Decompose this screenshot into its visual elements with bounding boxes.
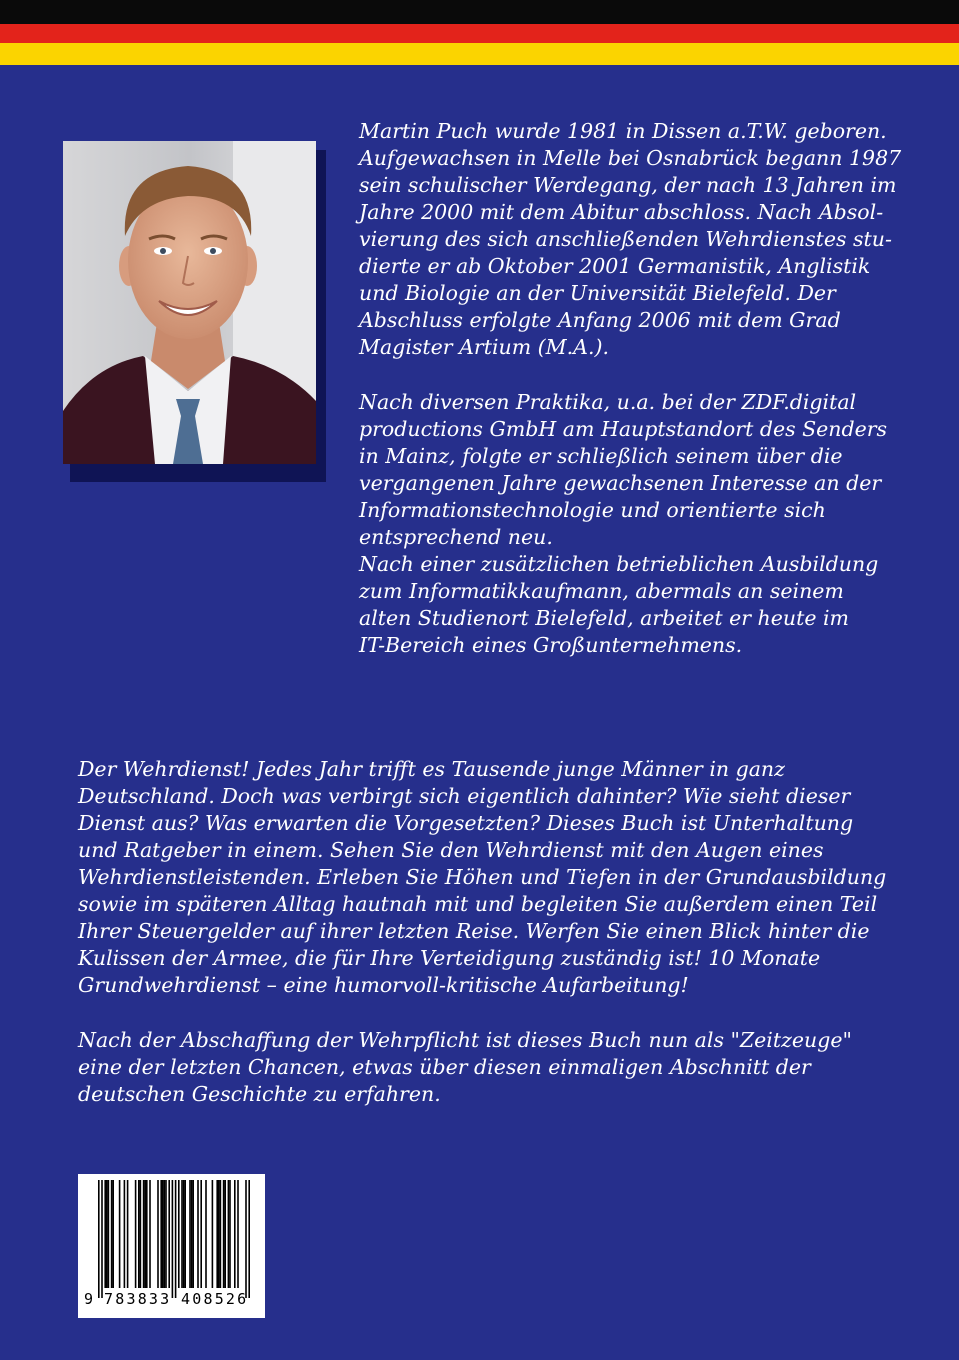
author-portrait-icon: [63, 141, 316, 464]
barcode-bar: [228, 1180, 230, 1288]
barcode-bar: [135, 1180, 137, 1288]
barcode-bar: [248, 1180, 250, 1298]
author-photo: [63, 141, 316, 464]
barcode-bar: [124, 1180, 126, 1288]
isbn-barcode: [78, 1174, 265, 1318]
blurb-line: Wehrdienstleistenden. Erleben Sie Höhen und Tiefen in der Grundausbildung: [78, 865, 887, 889]
bio-line: Informationstechnologie und orientierte sich: [359, 498, 826, 522]
barcode-bar: [192, 1180, 194, 1288]
bio-line: in Mainz, folgte er schließlich seinem über die: [359, 444, 843, 468]
book-blurb-paragraph-2: [78, 1027, 852, 1108]
barcode-bar: [220, 1180, 222, 1288]
blurb-line: Nach der Abschaffung der Wehrpflicht ist dieses Buch nun als "Zeitzeuge": [78, 1028, 852, 1052]
barcode-digits-right: 408526: [181, 1290, 249, 1308]
barcode-bar: [140, 1180, 142, 1288]
barcode-bar: [184, 1180, 186, 1288]
flag-stripe-black: [0, 0, 959, 24]
book-blurb-paragraph-1: [78, 756, 886, 999]
barcode-bar: [205, 1180, 207, 1288]
barcode-bar: [223, 1180, 225, 1288]
blurb-line: sowie im späteren Alltag hautnah mit und begleiten Sie außerdem einen Teil: [78, 892, 878, 916]
blurb-line: Dienst aus? Was erwarten die Vorgesetzten? Dieses Buch ist Unterhaltung: [78, 811, 854, 835]
bio-line: und Biologie an der Universität Bielefeld. Der: [359, 281, 836, 305]
barcode-bar: [157, 1180, 159, 1288]
barcode-bar: [237, 1180, 239, 1288]
author-bio-paragraph-2: [359, 389, 887, 659]
bio-line: IT-Bereich eines Großunternehmens.: [359, 633, 743, 657]
barcode-bar: [218, 1180, 220, 1288]
barcode-bar: [168, 1180, 170, 1288]
barcode-digits-left: 783833: [104, 1290, 172, 1308]
barcode-bar: [160, 1180, 162, 1288]
barcode-bar: [234, 1180, 236, 1288]
barcode-bar: [101, 1180, 103, 1298]
barcode-bar: [111, 1180, 113, 1288]
bio-line: vierung des sich anschließenden Wehrdienstes stu-: [359, 227, 892, 251]
barcode-bar: [178, 1180, 180, 1288]
bio-line: Nach einer zusätzlichen betrieblichen Ausbildung: [359, 552, 879, 576]
bio-line: entsprechend neu.: [359, 525, 553, 549]
barcode-bar: [108, 1180, 110, 1288]
blurb-line: Grundwehrdienst – eine humorvoll-kritische Aufarbeitung!: [78, 973, 689, 997]
barcode-bar: [162, 1180, 164, 1288]
barcode-bar: [229, 1180, 231, 1288]
blurb-line: Deutschland. Doch was verbirgt sich eigentlich dahinter? Wie sieht dieser: [78, 784, 851, 808]
blurb-line: deutschen Geschichte zu erfahren.: [78, 1082, 441, 1106]
barcode-bar: [143, 1180, 145, 1288]
barcode-bar: [149, 1180, 151, 1288]
barcode-bar: [224, 1180, 226, 1288]
barcode-bar: [172, 1180, 174, 1298]
bio-line: Jahre 2000 mit dem Abitur abschloss. Nach Absol-: [359, 200, 884, 224]
barcode-bar: [191, 1180, 193, 1288]
barcode-bar: [189, 1180, 191, 1288]
barcode-bar: [119, 1180, 121, 1288]
barcode-bar: [165, 1180, 167, 1288]
barcode-bar: [144, 1180, 146, 1288]
barcode-bar: [112, 1180, 114, 1288]
barcode-bar: [106, 1180, 108, 1288]
bio-line: dierte er ab Oktober 2001 Germanistik, Anglistik: [359, 254, 871, 278]
barcode-bar: [183, 1180, 185, 1288]
bio-line: vergangenen Jahre gewachsenen Interesse an der: [359, 471, 882, 495]
blurb-line: Kulissen der Armee, die für Ihre Verteidigung zuständig ist! 10 Monate: [78, 946, 821, 970]
barcode-bar: [216, 1180, 218, 1288]
barcode-bar: [245, 1180, 247, 1298]
barcode-bar: [175, 1180, 177, 1298]
blurb-line: eine der letzten Chancen, etwas über diesen einmaligen Abschnitt der: [78, 1055, 811, 1079]
barcode-bar: [146, 1180, 148, 1288]
barcode-digit-first: 9: [84, 1290, 94, 1308]
barcode-bar: [181, 1180, 183, 1288]
author-bio-paragraph-1: [359, 118, 901, 361]
barcode-bar: [138, 1180, 140, 1288]
bio-line: alten Studienort Bielefeld, arbeitet er heute im: [359, 606, 849, 630]
blurb-line: Der Wehrdienst! Jedes Jahr trifft es Tausende junge Männer in ganz: [78, 757, 785, 781]
bio-line: zum Informatikkaufmann, abermals an seinem: [359, 579, 844, 603]
barcode-bar: [212, 1180, 214, 1288]
bio-line: Aufgewachsen in Melle bei Osnabrück begann 1987: [359, 146, 902, 170]
flag-stripe-red: [0, 24, 959, 43]
bio-line: Martin Puch wurde 1981 in Dissen a.T.W. geboren.: [359, 119, 887, 143]
bio-line: productions GmbH am Hauptstandort des Senders: [359, 417, 888, 441]
bio-line: sein schulischer Werdegang, der nach 13 Jahren im: [359, 173, 897, 197]
barcode-bar: [200, 1180, 202, 1288]
bio-line: Magister Artium (M.A.).: [359, 335, 609, 359]
barcode-bar: [164, 1180, 166, 1288]
flag-stripe-gold: [0, 43, 959, 65]
barcode-bar: [197, 1180, 199, 1288]
blurb-line: Ihrer Steuergelder auf ihrer letzten Reise. Werfen Sie einen Blick hinter die: [78, 919, 870, 943]
blurb-line: und Ratgeber in einem. Sehen Sie den Wehrdienst mit den Augen eines: [78, 838, 824, 862]
barcode-bar: [127, 1180, 129, 1288]
barcode-bar: [104, 1180, 106, 1288]
bio-line: Nach diversen Praktika, u.a. bei der ZDF.digital: [359, 390, 857, 414]
barcode-bar: [98, 1180, 100, 1298]
bio-line: Abschluss erfolgte Anfang 2006 mit dem Grad: [359, 308, 841, 332]
